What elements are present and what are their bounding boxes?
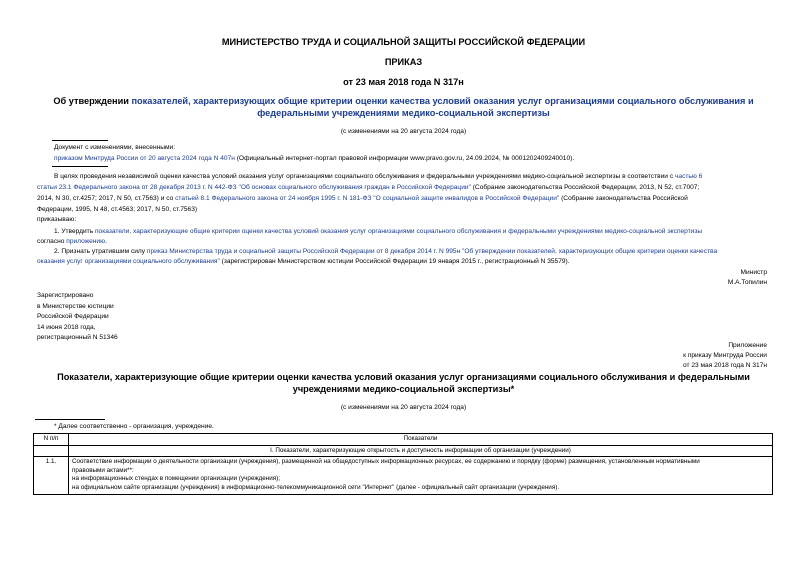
changes-doc-line <box>54 154 574 165</box>
doc-type: ПРИКАЗ <box>384 57 423 67</box>
preamble-text: (Собрание законодательства Российской Федерации, 2013, N 52, ст.7007; <box>470 184 700 191</box>
doc-title-line-1 <box>0 96 807 106</box>
changes-note: (с изменениями на 20 августа 2024 года) <box>340 128 467 135</box>
law-link-part[interactable]: частью 6 <box>674 173 703 180</box>
table-row <box>34 457 773 494</box>
appendix-title-line-1: Показатели, характеризующие общие критерии оценки качества условий оказания услуг организациями социального обслуживания и федеральными <box>57 372 750 382</box>
changes-intro: Документ с изменениями, внесенными: <box>54 144 176 151</box>
order-995-link-cont[interactable]: оказания услуг организациями социального обслуживания" <box>37 258 220 265</box>
appendix-title-line-2: учреждениями медико-социальной экспертизы* <box>292 384 515 394</box>
divider <box>52 140 108 141</box>
footnote-divider <box>35 419 105 420</box>
order-word: приказываю: <box>37 216 77 223</box>
item-1-line-1 <box>54 227 702 238</box>
appendix-link[interactable]: приложению <box>66 238 106 245</box>
item-1-line-2 <box>37 237 107 248</box>
item-text: (зарегистрирован Министерством юстиции Российской Федерации 19 января 2015 г., регистрационный N 35579). <box>219 258 570 265</box>
footnote: * Далее соответственно - организация, учреждение. <box>54 423 214 430</box>
changes-doc-link[interactable]: приказом Минтруда России от 20 августа 2024 года N 407н <box>54 155 235 162</box>
preamble-text: В целях проведения независимой оценки качества условий оказания услуг организациями социального обслуживания и федеральными учреждениями медико-социальной экспертизы в соответствии с <box>54 173 675 180</box>
signature-role: Министр <box>740 269 767 276</box>
doc-title-line-2[interactable]: федеральными учреждениями медико-социальной экспертизы <box>257 108 550 118</box>
indicators-table <box>33 433 773 495</box>
section-num-cell <box>34 445 69 457</box>
row-indicators <box>69 457 773 494</box>
row-line: на информационных стендах в помещении организации (учреждения); <box>72 475 281 483</box>
appendix-label: Приложение <box>728 342 767 349</box>
item-text: согласно <box>37 238 67 245</box>
appendix-date: от 23 мая 2018 года N 317н <box>682 362 767 369</box>
preamble-line-1 <box>54 172 702 183</box>
item-text: 1. Утвердить <box>54 228 95 235</box>
signature-name: М.А.Топилин <box>727 279 767 286</box>
order-995-link[interactable]: приказ Министерства труда и социальной защиты Российской Федерации от 8 декабря 2014 г. N 995н "Об утверждении показателей, характеризующих общие критерии оценки качества <box>146 248 718 255</box>
divider <box>52 166 108 167</box>
item-2-line-2 <box>37 257 570 268</box>
law-442-link[interactable]: статьи 23.1 Федерального закона от 28 декабря 2013 г. N 442-ФЗ "Об основах социального обслуживания граждан в Российской Федерации" <box>37 184 471 191</box>
row-line: на официальном сайте организации (учреждения) в информационно-телекоммуникационной сети "Интернет" (далее - официальный сайт организации (учреждения). <box>72 483 560 491</box>
preamble-line-4: Федерации, 1995, N 48, ст.4563; 2017, N 50, ст.7563) <box>37 206 198 213</box>
law-181-link[interactable]: статьей 8.1 Федерального закона от 24 ноября 1995 г. N 181-ФЗ "О социальной защите инвалидов в Российской Федерации" <box>175 195 560 202</box>
ministry-title: МИНИСТЕРСТВО ТРУДА И СОЦИАЛЬНОЙ ЗАЩИТЫ РОССИЙСКОЙ ФЕДЕРАЦИИ <box>221 37 586 47</box>
registration-block <box>37 291 118 344</box>
changes-doc-source: (Официальный интернет-портал правовой информации www.pravo.gov.ru, 24.09.2024, № 0001202409240010). <box>234 155 575 162</box>
item-text: 2. Признать утратившим силу <box>54 248 147 255</box>
table-header-row <box>34 434 773 446</box>
section-title: I. Показатели, характеризующие открытость и доступность информации об организации (учреждении) <box>69 445 773 457</box>
preamble-text: (Собрание законодательства Российской <box>559 195 688 202</box>
row-num: 1.1. <box>34 457 69 494</box>
appendix-changes-note: (с изменениями на 20 августа 2024 года) <box>340 404 467 411</box>
registration-line: регистрационный N 51346 <box>37 334 118 341</box>
table-section-row <box>34 445 773 457</box>
appendix-to: к приказу Минтруда России <box>683 352 767 359</box>
doc-date: от 23 мая 2018 года N 317н <box>343 77 464 87</box>
row-line: правовыми актами**: <box>72 466 134 474</box>
registration-line: Российской Федерации <box>37 313 109 320</box>
registration-line: в Министерстве юстиции <box>37 302 114 310</box>
col-header-num: N п/п <box>34 434 69 446</box>
item-2-line-1 <box>54 247 717 258</box>
registration-line: 14 июня 2018 года, <box>37 323 96 331</box>
item-text: . <box>105 238 107 245</box>
col-header-indicators: Показатели <box>69 434 773 446</box>
preamble-line-3 <box>37 194 688 205</box>
indicators-link[interactable]: показатели, характеризующие общие критерии оценки качества условий оказания услуг организациями социального обслуживания и федеральными учреждениями медико-социальной экспертизы <box>94 228 703 235</box>
preamble-line-2 <box>37 183 699 194</box>
registration-line: Зарегистрировано <box>37 292 94 299</box>
preamble-text: 2014, N 30, ст.4257; 2017, N 50, ст.7563) и со <box>37 195 176 202</box>
title-link[interactable]: показателей, характеризующих общие критерии оценки качества условий оказания услуг организациями социального обслуживания и <box>131 96 754 106</box>
row-line: Соответствие информации о деятельности организации (учреждения), размещенной на общедоступных информационных ресурсах, ее содержанию и порядку (форме) размещения, установленным нормативными <box>72 458 700 466</box>
title-prefix: Об утверждении <box>53 96 132 106</box>
